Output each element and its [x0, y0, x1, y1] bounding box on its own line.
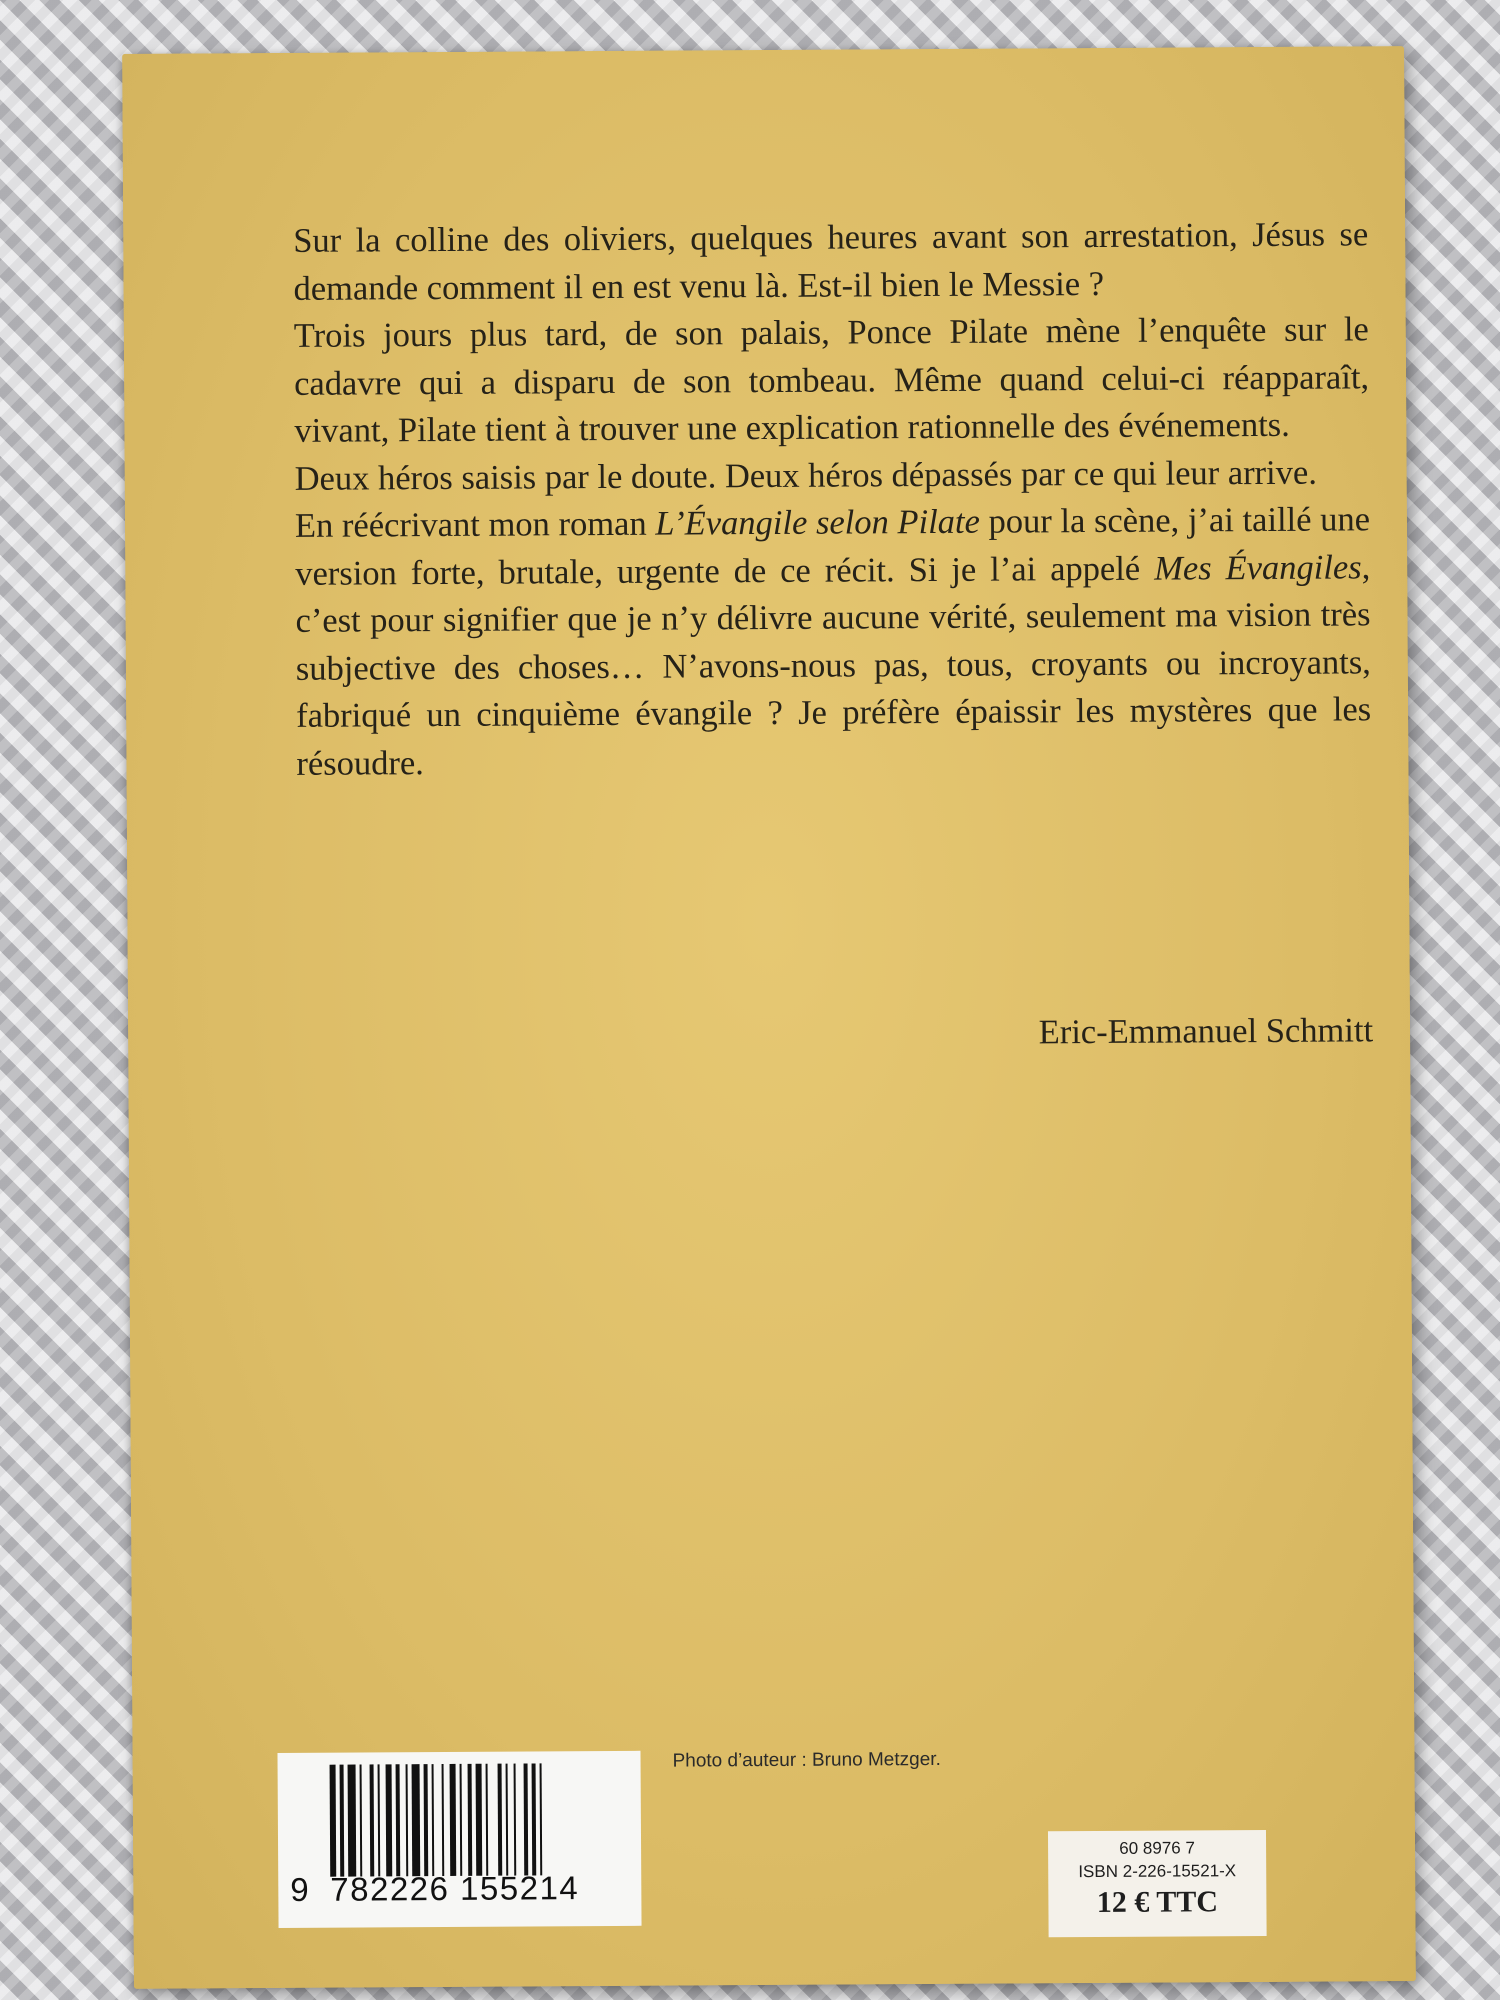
barcode-bar: [498, 1764, 503, 1876]
barcode-bar: [524, 1763, 529, 1875]
barcode-bar: [370, 1764, 375, 1876]
isbn-label: ISBN 2-226-15521-X: [1078, 1861, 1237, 1882]
blurb-paragraph-4: [295, 496, 1372, 788]
blurb-paragraph-3: Deux héros saisis par le doute. Deux héros dépassés par ce qui leur arrive.: [294, 453, 1317, 498]
barcode-bar: [412, 1764, 421, 1876]
book-title-italic: Mes Évangiles: [1154, 547, 1362, 588]
blurb-text: pour la scène, j’ai taillé une version forte, brutale, urgente de ce récit. Si je l’ai appelé: [295, 500, 1371, 593]
barcode-bar: [340, 1765, 345, 1877]
barcode-bar: [514, 1764, 517, 1876]
barcode-bar: [432, 1764, 435, 1876]
barcode-bar: [396, 1764, 401, 1876]
photo-credit: Photo d’auteur : Bruno Metzger.: [672, 1748, 941, 1772]
barcode-number: 782226 155214: [330, 1869, 580, 1908]
blurb-paragraph-2: Trois jours plus tard, de son palais, Ponce Pilate mène l’enquête sur le cadavre qui a disparu de son tombeau. Même quand celui-ci réapparaît, vivant, Pilate tient à trouver une explication rationnelle des événements.: [293, 310, 1370, 450]
barcode-bar: [476, 1764, 483, 1876]
barcode-lead-digit: 9: [290, 1870, 311, 1908]
price-label: 12 € TTC: [1096, 1885, 1219, 1920]
barcode-bar: [460, 1764, 463, 1876]
barcode-bar: [532, 1763, 537, 1875]
barcode-bar: [330, 1765, 337, 1877]
book-back-cover: [122, 46, 1416, 1989]
barcode-bars: [330, 1763, 631, 1877]
barcode-bar: [540, 1763, 543, 1875]
barcode-bar: [450, 1764, 457, 1876]
blurb-text: , c’est pour signifier que je n’y délivre aucune vérité, seulement ma vision très subjective des choses… N’avons-nous pas, tous, croyants ou incroyants, fabriqué un cinquième évangile ? Je préfère épaissir les mystères que les résoudre.: [295, 547, 1372, 783]
barcode-bar: [360, 1765, 363, 1877]
reference-number: 60 8976 7: [1119, 1838, 1195, 1858]
price-sticker: [1048, 1830, 1267, 1937]
barcode-digits: [290, 1869, 635, 1909]
author-signature: Eric-Emmanuel Schmitt: [1038, 1011, 1374, 1052]
barcode-bar: [406, 1764, 409, 1876]
barcode-bar: [468, 1764, 473, 1876]
barcode-bar: [348, 1765, 357, 1877]
barcode-bar: [486, 1764, 489, 1876]
book-title-italic: L’Évangile selon Pilate: [655, 502, 980, 543]
barcode: [277, 1751, 641, 1928]
barcode-bar: [506, 1764, 509, 1876]
blurb-text: En réécrivant mon roman: [294, 504, 656, 545]
back-cover-blurb: [293, 211, 1371, 788]
barcode-bar: [424, 1764, 429, 1876]
blurb-paragraph-1: Sur la colline des oliviers, quelques heures avant son arrestation, Jésus se demande comment il en est venu là. Est-il bien le Messie ?: [293, 215, 1369, 308]
barcode-bar: [386, 1764, 393, 1876]
barcode-bar: [442, 1764, 445, 1876]
barcode-bar: [378, 1764, 381, 1876]
